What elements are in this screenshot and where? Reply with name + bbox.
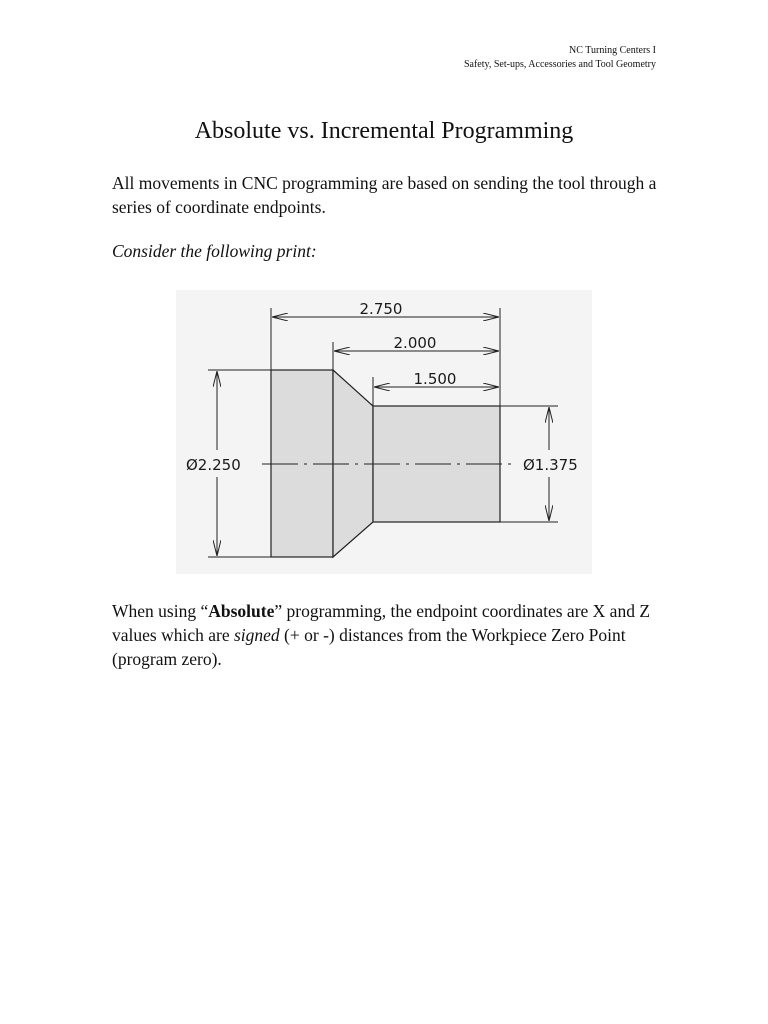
absolute-paragraph [112, 599, 672, 671]
part-drawing [176, 290, 592, 574]
chapter-title: Safety, Set-ups, Accessories and Tool Geometry [463, 59, 656, 70]
absolute-middle: ” programming, the endpoint coordinates are X and Z values which are [112, 601, 651, 645]
label-short-length: 1.500 [413, 370, 457, 388]
part-drawing-svg [176, 290, 592, 574]
absolute-suffix: (+ or -) distances from the Workpiece Zero Point (program zero). [112, 625, 626, 669]
label-small-diameter: Ø1.375 [523, 456, 578, 474]
running-header [464, 44, 656, 72]
page-title: Absolute vs. Incremental Programming [194, 118, 574, 144]
absolute-keyword: Absolute [208, 601, 275, 621]
label-overall-length: 2.750 [359, 300, 403, 318]
signed-word: signed [233, 625, 280, 645]
label-large-diameter: Ø2.250 [186, 456, 241, 474]
course-title: NC Turning Centers I [569, 45, 656, 56]
label-mid-length: 2.000 [393, 334, 437, 352]
consider-caption: Consider the following print: [112, 241, 317, 261]
absolute-prefix: When using “ [112, 601, 209, 621]
intro-paragraph: All movements in CNC programming are based on sending the tool through a series of coordinate endpoints. [112, 173, 657, 217]
